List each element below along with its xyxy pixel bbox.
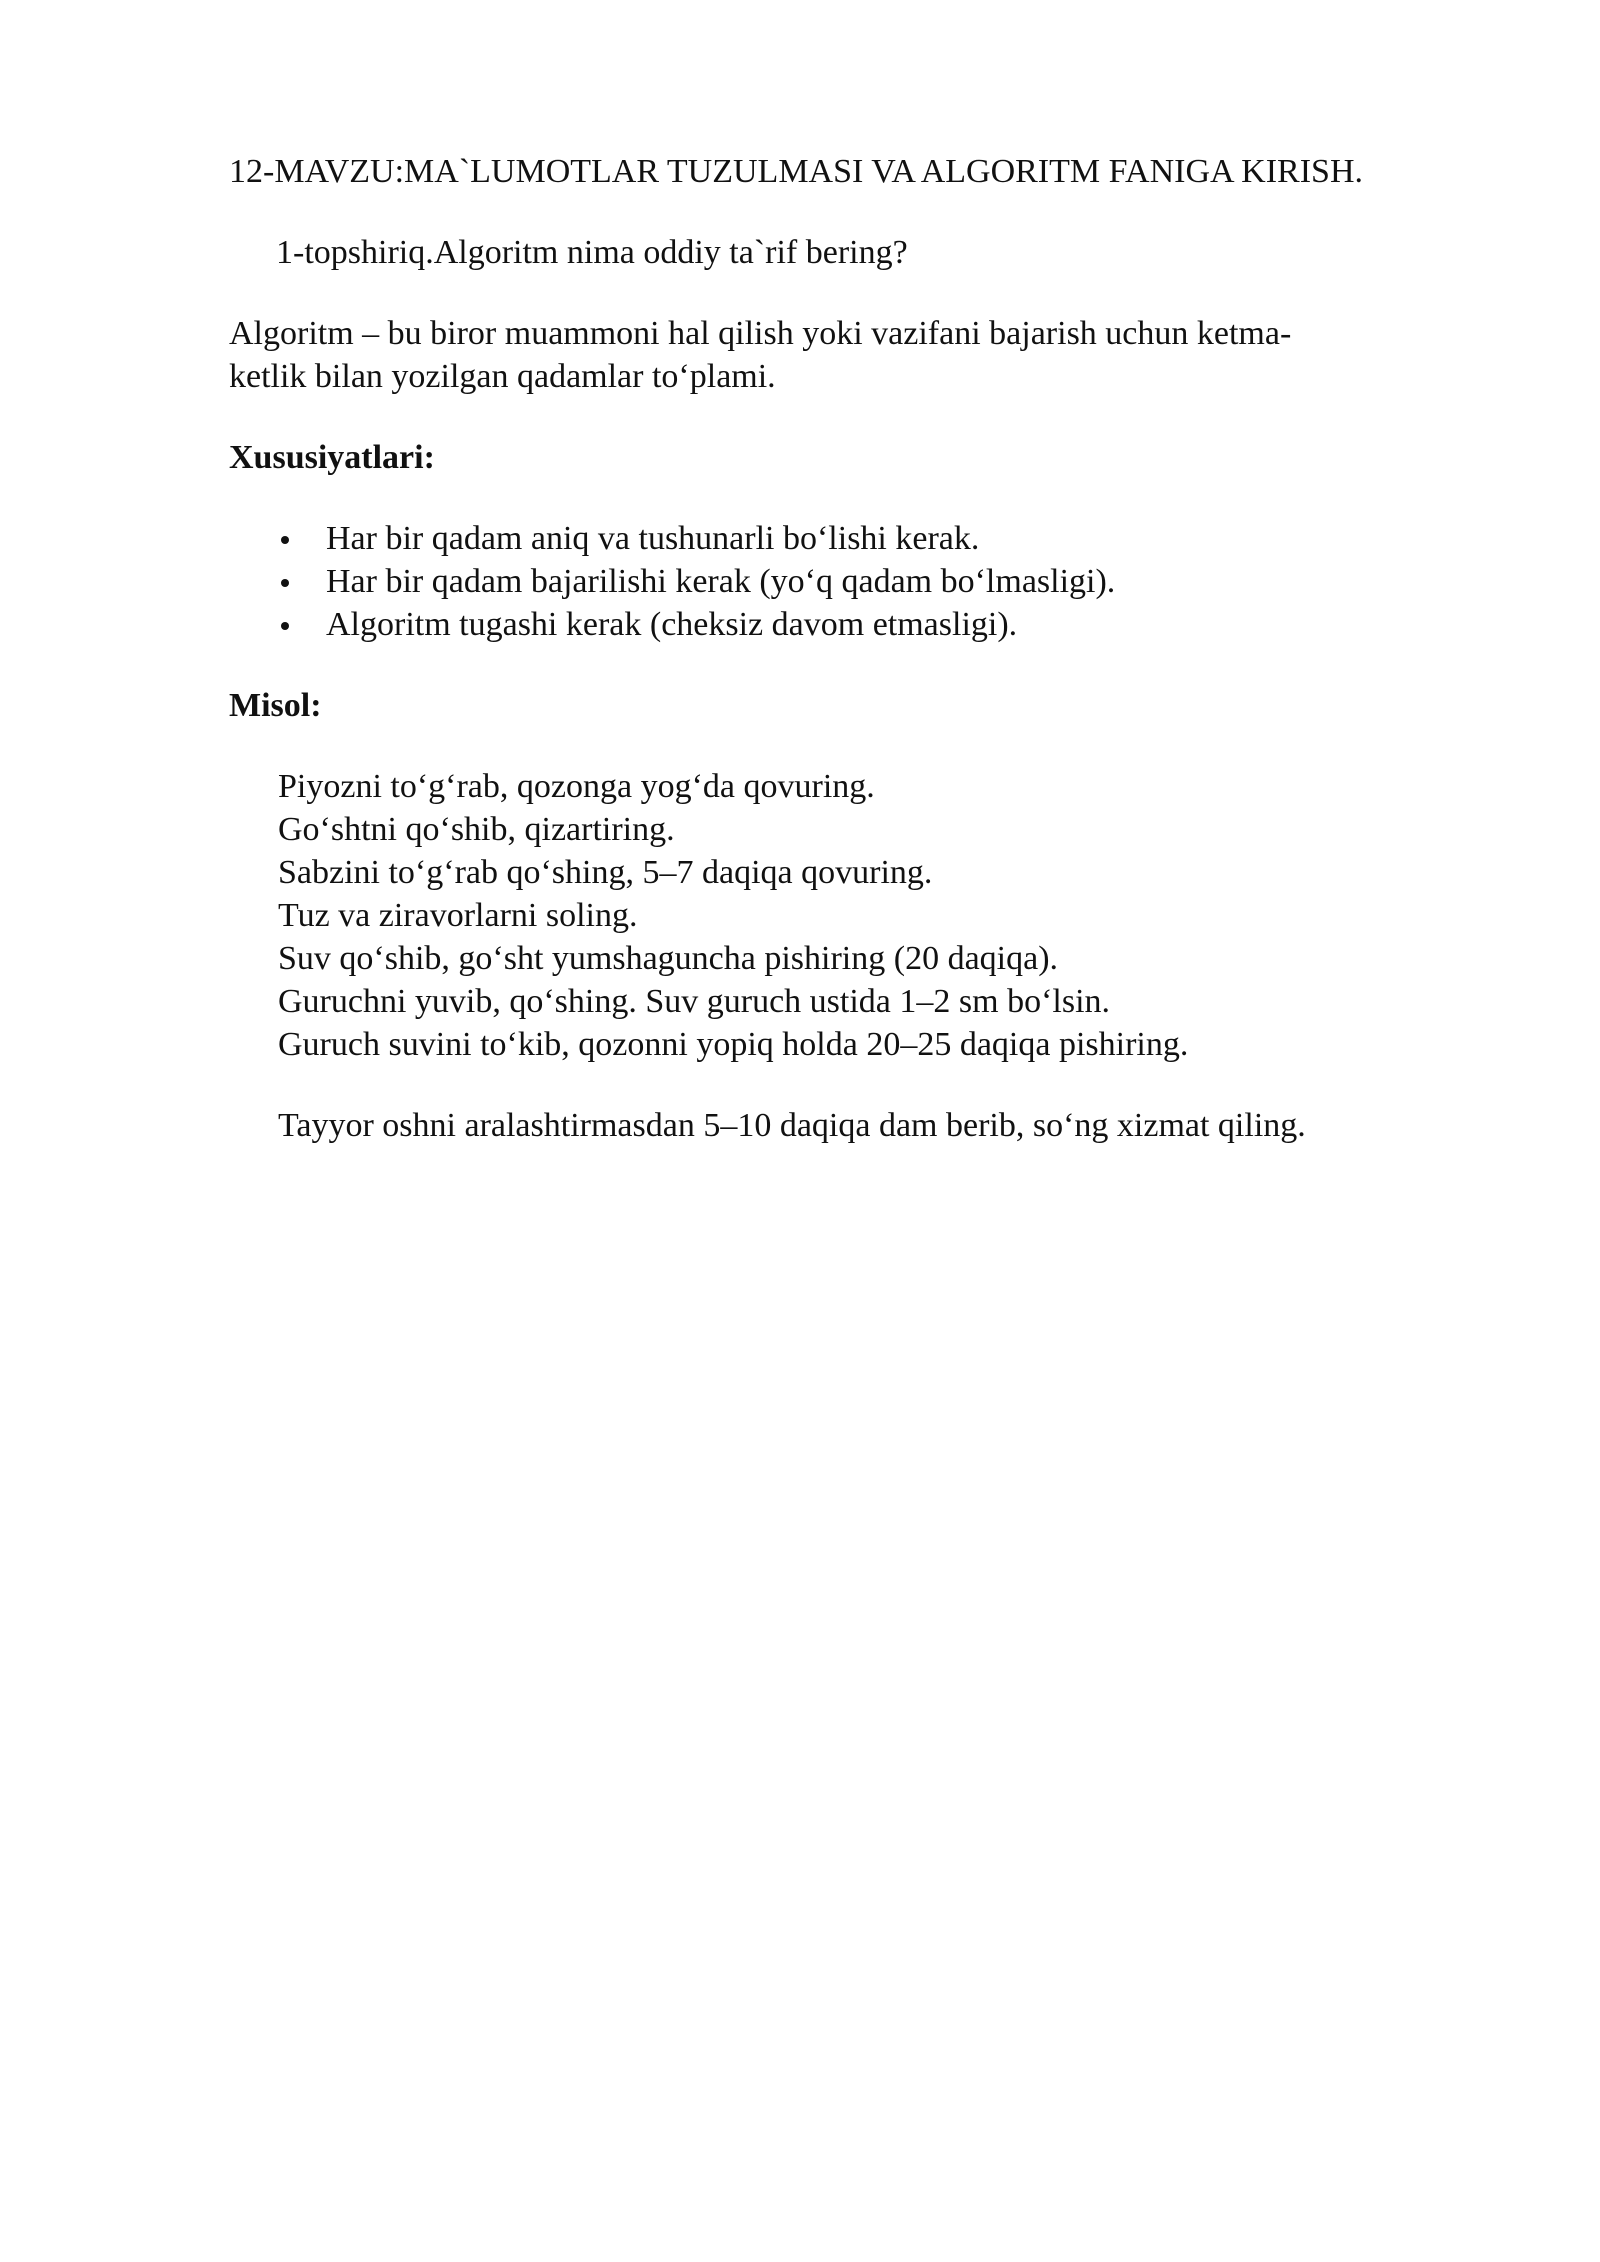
step-line: Piyozni to‘g‘rab, qozonga yog‘da qovuring. <box>278 768 875 805</box>
bullet-icon <box>281 622 289 630</box>
list-item <box>229 517 1519 560</box>
step-line: Sabzini to‘g‘rab qo‘shing, 5–7 daqiqa qovuring. <box>278 854 933 891</box>
task-prompt: 1-topshiriq.Algoritm nima oddiy ta`rif bering? <box>276 234 908 271</box>
list-item-text: Har bir qadam aniq va tushunarli bo‘lishi kerak. <box>326 520 980 557</box>
definition-line: Algoritm – bu biror muammoni hal qilish yoki vazifani bajarish uchun ketma- <box>229 315 1292 352</box>
example-heading: Misol: <box>229 687 322 724</box>
bullet-icon <box>281 536 289 544</box>
definition-line: ketlik bilan yozilgan qadamlar to‘plami. <box>229 358 776 395</box>
document-body <box>229 150 1519 1147</box>
step-line: Go‘shtni qo‘shib, qizartiring. <box>278 811 675 848</box>
step-line: Guruch suvini to‘kib, qozonni yopiq holda 20–25 daqiqa pishiring. <box>278 1026 1189 1063</box>
bullet-icon <box>281 579 289 587</box>
list-item <box>229 603 1519 646</box>
document-title: 12-MAVZU:MA`LUMOTLAR TUZULMASI VA ALGORITM FANIGA KIRISH. <box>229 153 1364 190</box>
step-line: Suv qo‘shib, go‘sht yumshaguncha pishiring (20 daqiqa). <box>278 940 1059 977</box>
list-item-text: Har bir qadam bajarilishi kerak (yo‘q qadam bo‘lmasligi). <box>326 563 1116 600</box>
example-steps <box>229 765 1519 1066</box>
step-line: Tuz va ziravorlarni soling. <box>278 897 638 934</box>
properties-list <box>229 517 1519 646</box>
list-item-text: Algoritm tugashi kerak (cheksiz davom etmasligi). <box>326 606 1018 643</box>
step-line: Guruchni yuvib, qo‘shing. Suv guruch ustida 1–2 sm bo‘lsin. <box>278 983 1111 1020</box>
properties-heading: Xususiyatlari: <box>229 439 435 476</box>
definition-paragraph <box>229 312 1429 398</box>
list-item <box>229 560 1519 603</box>
closing-paragraph: Tayyor oshni aralashtirmasdan 5–10 daqiqa dam berib, so‘ng xizmat qiling. <box>278 1107 1306 1144</box>
